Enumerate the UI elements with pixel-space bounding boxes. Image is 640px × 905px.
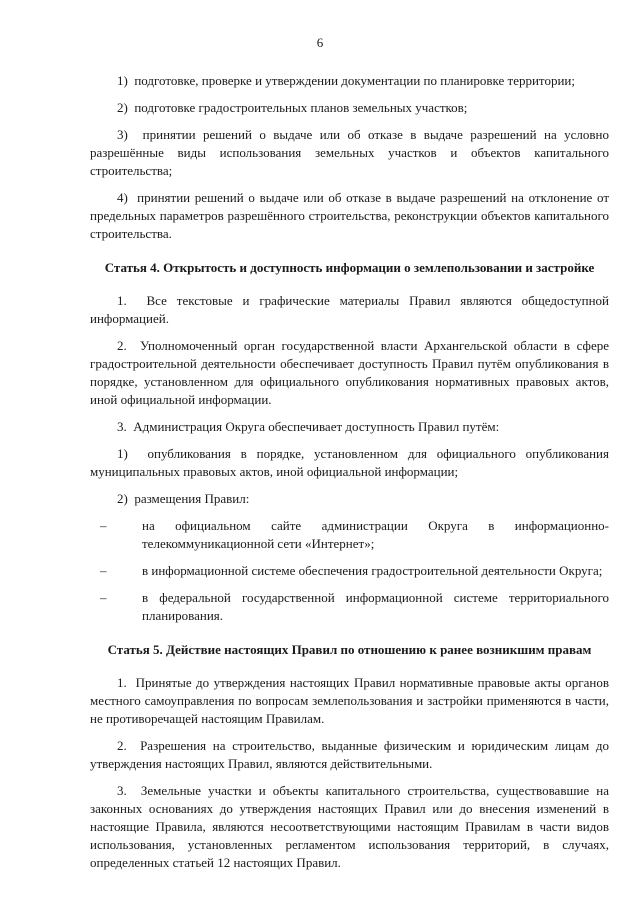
article-5-paragraph-2: 2. Разрешения на строительство, выданные физическим и юридическим лицам до утверждения настоящих Правил, являются действительными. [90,738,609,771]
article-4-paragraph-2: 2. Уполномоченный орган государственной власти Архангельской области в сфере градостроительной деятельности обеспечивает доступность Правил путём опубликования в порядке, установленном для официального опубликования нормативных правовых актов, иной официальной информации. [90,338,609,407]
list-item: 2) подготовке градостроительных планов земельных участков; [117,100,468,115]
article-4-paragraph-3: 3. Администрация Округа обеспечивает доступность Правил путём: [117,419,500,434]
dash-item-text: в информационной системе обеспечения градостроительной деятельности Округа; [142,563,603,578]
article-4-heading: Статья 4. Открытость и доступность информации о землепользовании и застройке [104,260,595,275]
article-4-subitem-1: 1) опубликования в порядке, установленном для официального опубликования муниципальных правовых актов, иной официальной информации; [90,446,609,479]
dash-list-item [90,589,609,625]
article-5-paragraph-1: 1. Принятые до утверждения настоящих Правил нормативные правовые акты органов местного самоуправления по вопросам землепользования и застройки применяются в части, не противоречащей настоящим Правилам. [90,675,609,726]
list-item: 4) принятии решений о выдаче или об отказе в выдаче разрешений на отклонение от предельных параметров разрешённого строительства, реконструкции объектов капитального строительства. [90,190,609,241]
article-5-heading: Статья 5. Действие настоящих Правил по отношению к ранее возникшим правам [107,642,592,657]
dash-item-text: в федеральной государственной информационной системе территориального планирования. [142,590,609,623]
page-content [90,72,609,881]
dash-list-item [90,562,609,580]
list-item: 3) принятии решений о выдаче или об отказе в выдаче разрешений на условно разрешённые виды использования земельных участков и объектов капитального строительства; [90,127,609,178]
article-4-subitem-2: 2) размещения Правил: [117,491,250,506]
list-item: 1) подготовке, проверке и утверждении документации по планировке территории; [117,73,575,88]
dash-bullet: – [100,590,107,605]
article-5-paragraph-3: 3. Земельные участки и объекты капитального строительства, существовавшие на законных основаниях до утверждения настоящих Правил или до внесения изменений в настоящие Правила, являются несоответствующими настоящим Правилам в части видов использования, установленных регламентом использования территорий, в случаях, определенных статьей 12 настоящих Правил. [90,783,609,870]
dash-list-item [90,517,609,553]
dash-item-text: на официальном сайте администрации Округа в информационно-телекоммуникационной сети «Интернет»; [142,518,609,551]
dash-bullet: – [100,563,107,578]
article-4-paragraph-1: 1. Все текстовые и графические материалы Правил являются общедоступной информацией. [90,293,609,326]
dash-bullet: – [100,518,107,533]
page-number: 6 [316,35,324,50]
